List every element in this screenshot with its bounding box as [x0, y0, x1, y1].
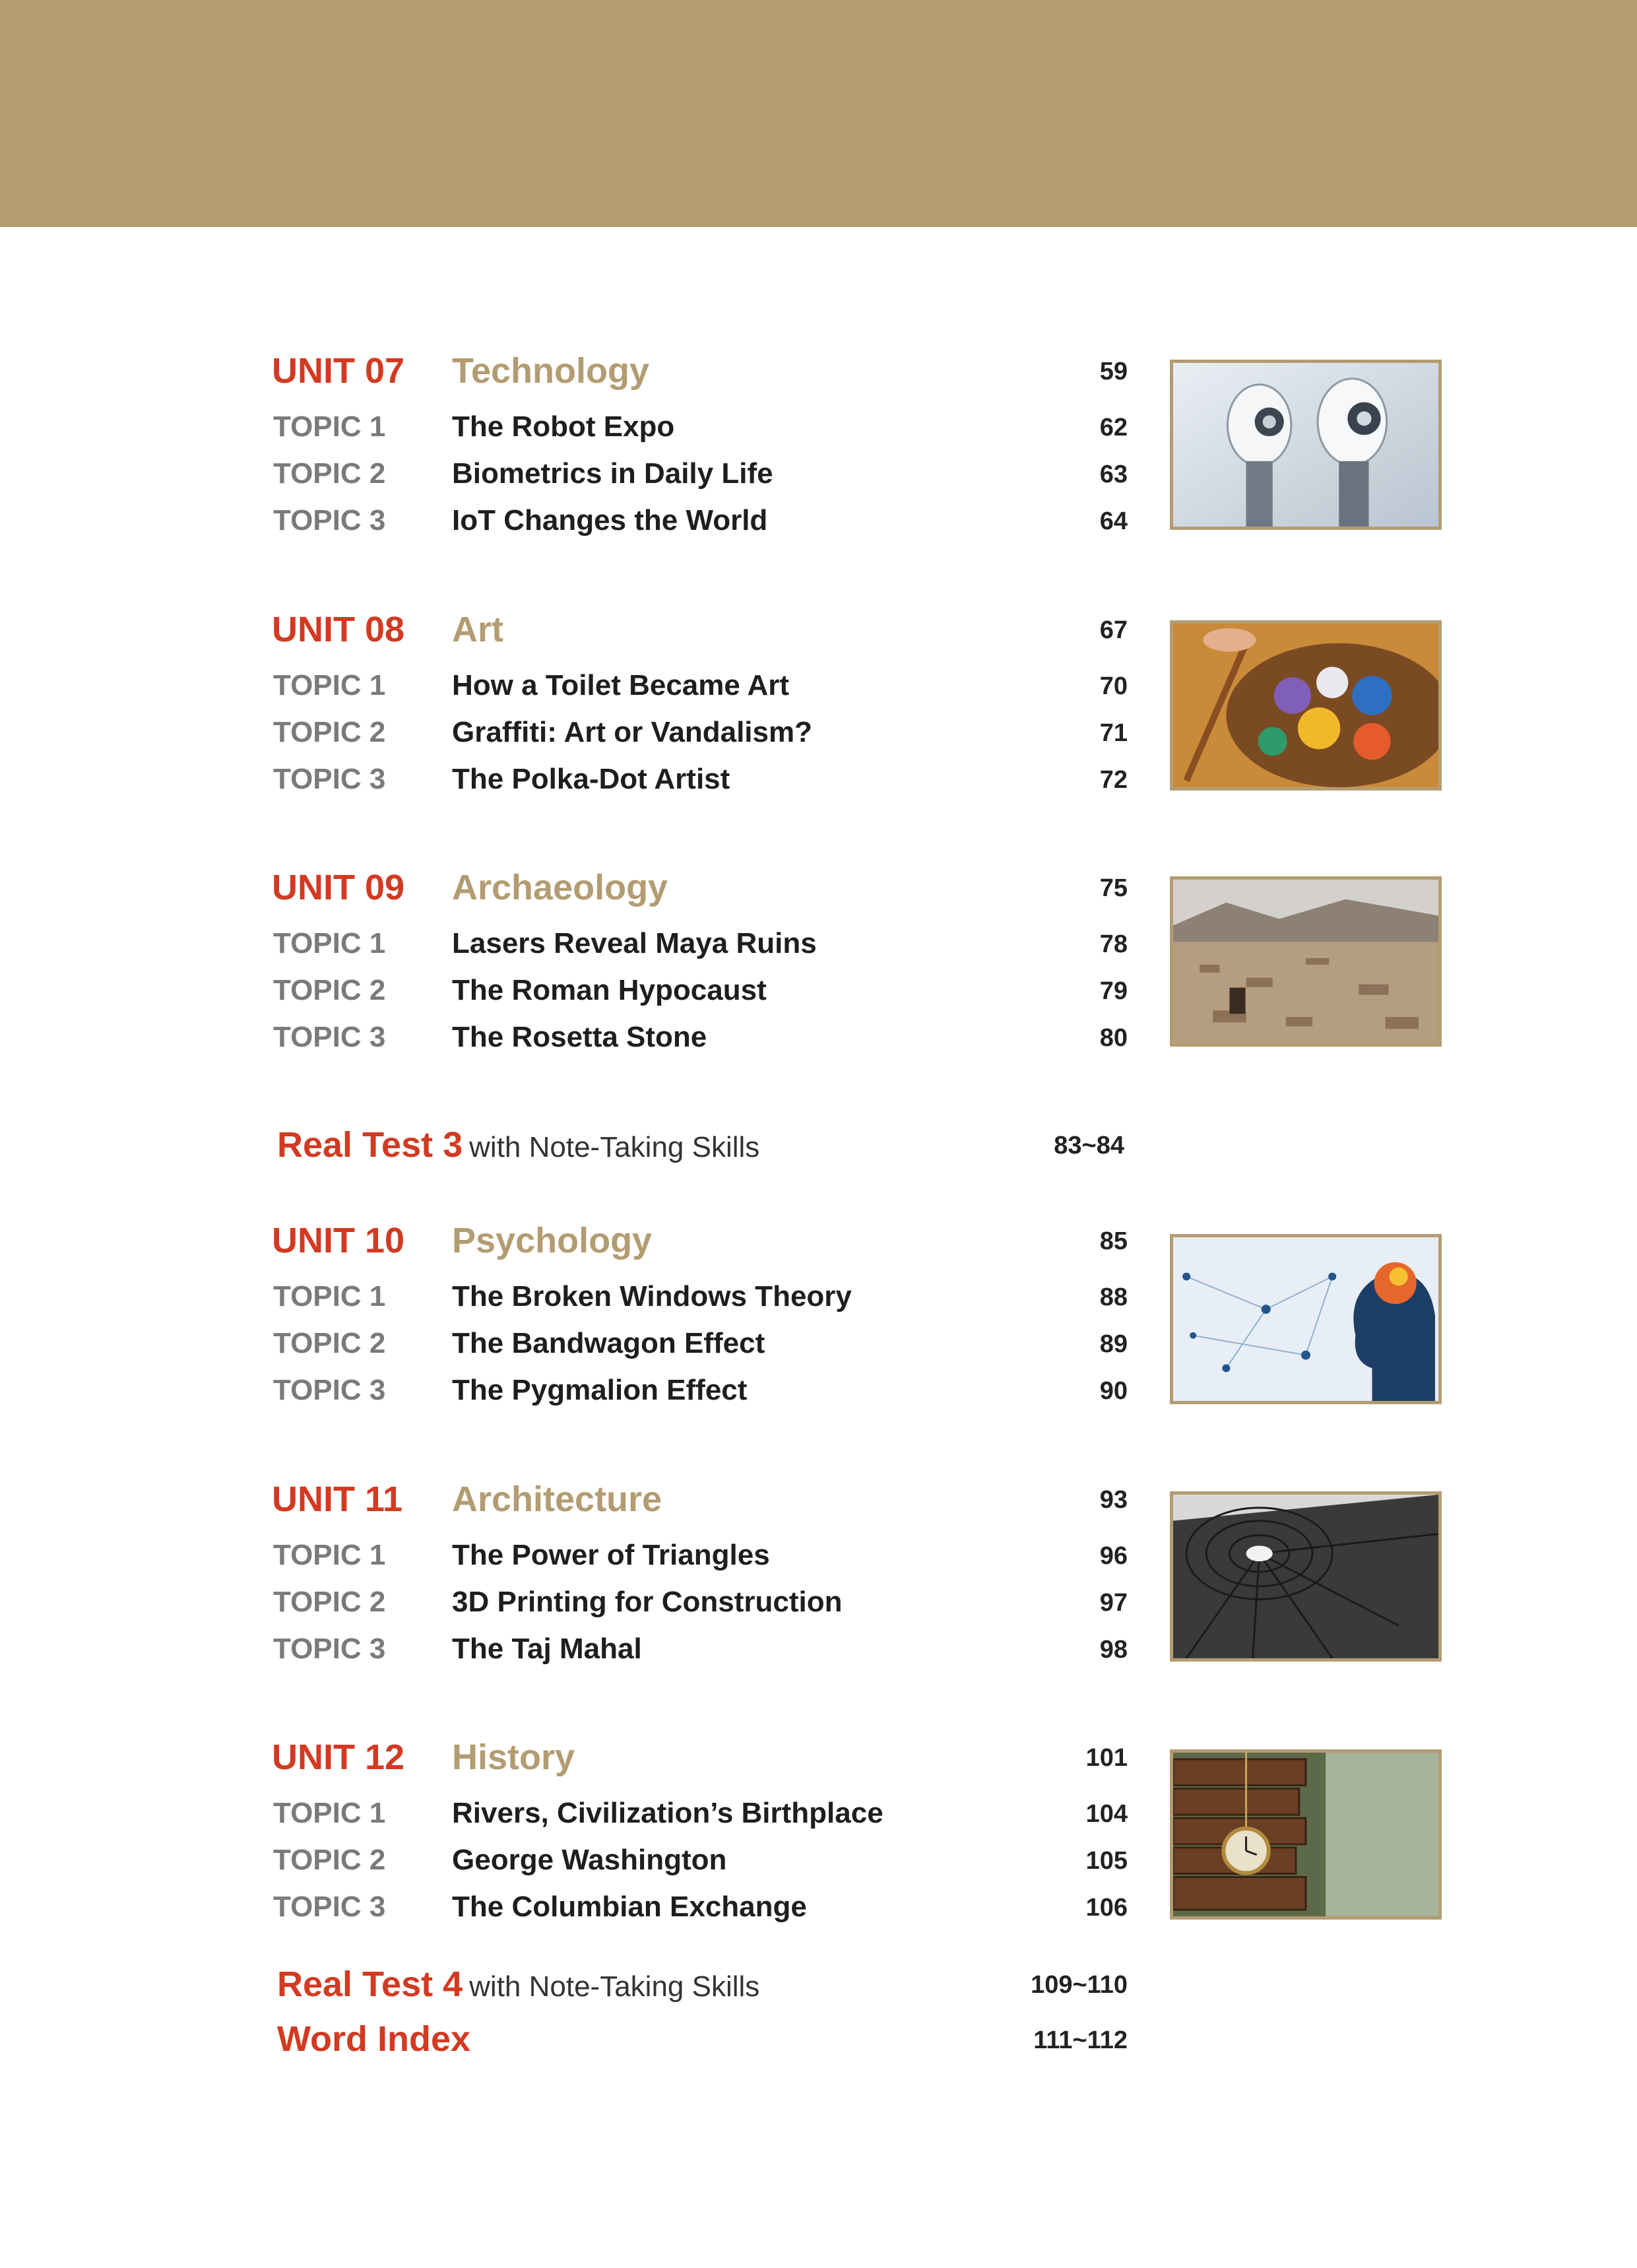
real-test-4-page: 109~110 — [1031, 1971, 1128, 1999]
unit-09-topic-3-label: TOPIC 3 — [273, 1021, 386, 1053]
glass-dome-image — [1170, 1491, 1442, 1662]
real-test-3-subtitle: with Note-Taking Skills — [469, 1131, 760, 1163]
unit-07-topic-2-page-number: 63 — [1099, 461, 1128, 488]
unit-10-topic-1-title[interactable]: The Broken Windows Theory — [452, 1280, 852, 1312]
unit-08-topic-2-label: TOPIC 2 — [273, 716, 386, 748]
unit-09-topic-1-page-number: 78 — [1099, 930, 1128, 958]
unit-07-topic-1-page-number: 62 — [1099, 414, 1128, 441]
unit-08-subject[interactable]: Art — [452, 610, 503, 649]
unit-11-topic-3-title[interactable]: The Taj Mahal — [452, 1633, 642, 1665]
word-index-entry[interactable] — [277, 2018, 470, 2060]
unit-09-page-number: 75 — [1099, 874, 1128, 902]
unit-08-topic-3-title[interactable]: The Polka-Dot Artist — [452, 763, 730, 795]
unit-09-topic-2-title[interactable]: The Roman Hypocaust — [452, 974, 767, 1006]
unit-11-topic-3-label: TOPIC 3 — [273, 1633, 386, 1665]
unit-11-topic-2-label: TOPIC 2 — [273, 1586, 386, 1618]
unit-07-topic-1-title[interactable]: The Robot Expo — [452, 410, 675, 443]
unit-12-topic-1-page-number: 104 — [1085, 1800, 1128, 1828]
unit-10-topic-3-page-number: 90 — [1099, 1377, 1128, 1405]
unit-08-topic-1-label: TOPIC 1 — [273, 669, 386, 701]
brain-network-image — [1170, 1234, 1442, 1404]
word-index-title: Word Index — [277, 2019, 471, 2059]
unit-12-topic-2-label: TOPIC 2 — [273, 1844, 386, 1876]
unit-09-topic-1-label: TOPIC 1 — [273, 927, 386, 959]
unit-12-topic-2-title[interactable]: George Washington — [452, 1844, 727, 1876]
unit-10-topic-3-label: TOPIC 3 — [273, 1374, 386, 1406]
unit-08-topic-2-page-number: 71 — [1099, 719, 1128, 747]
unit-07-topic-3-page-number: 64 — [1099, 507, 1128, 535]
unit-07-topic-2-title[interactable]: Biometrics in Daily Life — [452, 457, 773, 490]
unit-08-topic-1-title[interactable]: How a Toilet Became Art — [452, 669, 790, 701]
unit-12-topic-3-title[interactable]: The Columbian Exchange — [452, 1891, 807, 1923]
excavation-site-image — [1170, 876, 1442, 1047]
paint-palette-image — [1170, 620, 1442, 791]
unit-12-label[interactable]: UNIT 12 — [272, 1737, 405, 1777]
unit-11-topic-1-title[interactable]: The Power of Triangles — [452, 1539, 770, 1571]
unit-11-page-number: 93 — [1099, 1486, 1128, 1514]
unit-11-topic-1-page-number: 96 — [1099, 1542, 1128, 1570]
unit-12-page-number: 101 — [1085, 1744, 1128, 1772]
unit-10-subject[interactable]: Psychology — [452, 1221, 653, 1260]
real-test-4-entry[interactable] — [277, 1963, 759, 2008]
unit-10-topic-3-title[interactable]: The Pygmalion Effect — [452, 1374, 748, 1406]
unit-08-page-number: 67 — [1099, 616, 1128, 644]
unit-07-topic-3-label: TOPIC 3 — [273, 504, 386, 536]
unit-11-topic-3-page-number: 98 — [1099, 1636, 1128, 1664]
robot-heads-image — [1170, 360, 1442, 530]
unit-11-topic-1-label: TOPIC 1 — [273, 1539, 386, 1571]
unit-11-topic-2-title[interactable]: 3D Printing for Construction — [452, 1586, 843, 1618]
unit-08-topic-3-page-number: 72 — [1099, 766, 1128, 794]
unit-09-topic-3-page-number: 80 — [1099, 1024, 1128, 1052]
unit-12-topic-3-label: TOPIC 3 — [273, 1891, 386, 1923]
unit-10-page-number: 85 — [1099, 1227, 1128, 1255]
pocket-watch-books-image — [1170, 1749, 1442, 1920]
unit-08-topic-2-title[interactable]: Graffiti: Art or Vandalism? — [452, 716, 813, 748]
unit-09-topic-2-page-number: 79 — [1099, 977, 1128, 1005]
unit-10-topic-2-label: TOPIC 2 — [273, 1327, 386, 1359]
unit-09-topic-3-title[interactable]: The Rosetta Stone — [452, 1021, 707, 1053]
unit-12-topic-1-label: TOPIC 1 — [273, 1797, 386, 1829]
unit-09-subject[interactable]: Archaeology — [452, 868, 668, 907]
real-test-4-subtitle: with Note-Taking Skills — [469, 1970, 760, 2003]
unit-10-topic-2-title[interactable]: The Bandwagon Effect — [452, 1327, 765, 1359]
real-test-3-title: Real Test 3 — [277, 1125, 463, 1165]
unit-12-subject[interactable]: History — [452, 1737, 575, 1777]
real-test-3-entry[interactable] — [277, 1124, 759, 1169]
unit-07-topic-1-label: TOPIC 1 — [273, 410, 386, 443]
unit-07-label[interactable]: UNIT 07 — [272, 351, 405, 391]
unit-11-topic-2-page-number: 97 — [1099, 1589, 1128, 1617]
unit-12-topic-2-page-number: 105 — [1085, 1847, 1128, 1875]
unit-08-label[interactable]: UNIT 08 — [272, 610, 405, 649]
unit-08-topic-1-page-number: 70 — [1099, 672, 1128, 700]
unit-12-topic-3-page-number: 106 — [1085, 1894, 1128, 1922]
unit-12-topic-1-title[interactable]: Rivers, Civilization’s Birthplace — [452, 1797, 883, 1829]
unit-10-label[interactable]: UNIT 10 — [272, 1221, 405, 1260]
real-test-4-title: Real Test 4 — [277, 1964, 463, 2004]
unit-07-subject[interactable]: Technology — [452, 351, 650, 391]
unit-11-subject[interactable]: Architecture — [452, 1479, 662, 1519]
unit-09-topic-2-label: TOPIC 2 — [273, 974, 386, 1006]
real-test-3-page: 83~84 — [1054, 1132, 1124, 1159]
unit-10-topic-1-label: TOPIC 1 — [273, 1280, 386, 1312]
unit-08-topic-3-label: TOPIC 3 — [273, 763, 386, 795]
unit-10-topic-2-page-number: 89 — [1099, 1330, 1128, 1358]
unit-09-label[interactable]: UNIT 09 — [272, 868, 405, 907]
unit-11-label[interactable]: UNIT 11 — [272, 1479, 403, 1519]
unit-07-topic-3-title[interactable]: IoT Changes the World — [452, 504, 768, 536]
unit-09-topic-1-title[interactable]: Lasers Reveal Maya Ruins — [452, 927, 817, 959]
unit-07-page-number: 59 — [1099, 358, 1128, 385]
unit-10-topic-1-page-number: 88 — [1099, 1283, 1128, 1311]
unit-07-topic-2-label: TOPIC 2 — [273, 457, 386, 490]
word-index-page: 111~112 — [1033, 2026, 1128, 2054]
